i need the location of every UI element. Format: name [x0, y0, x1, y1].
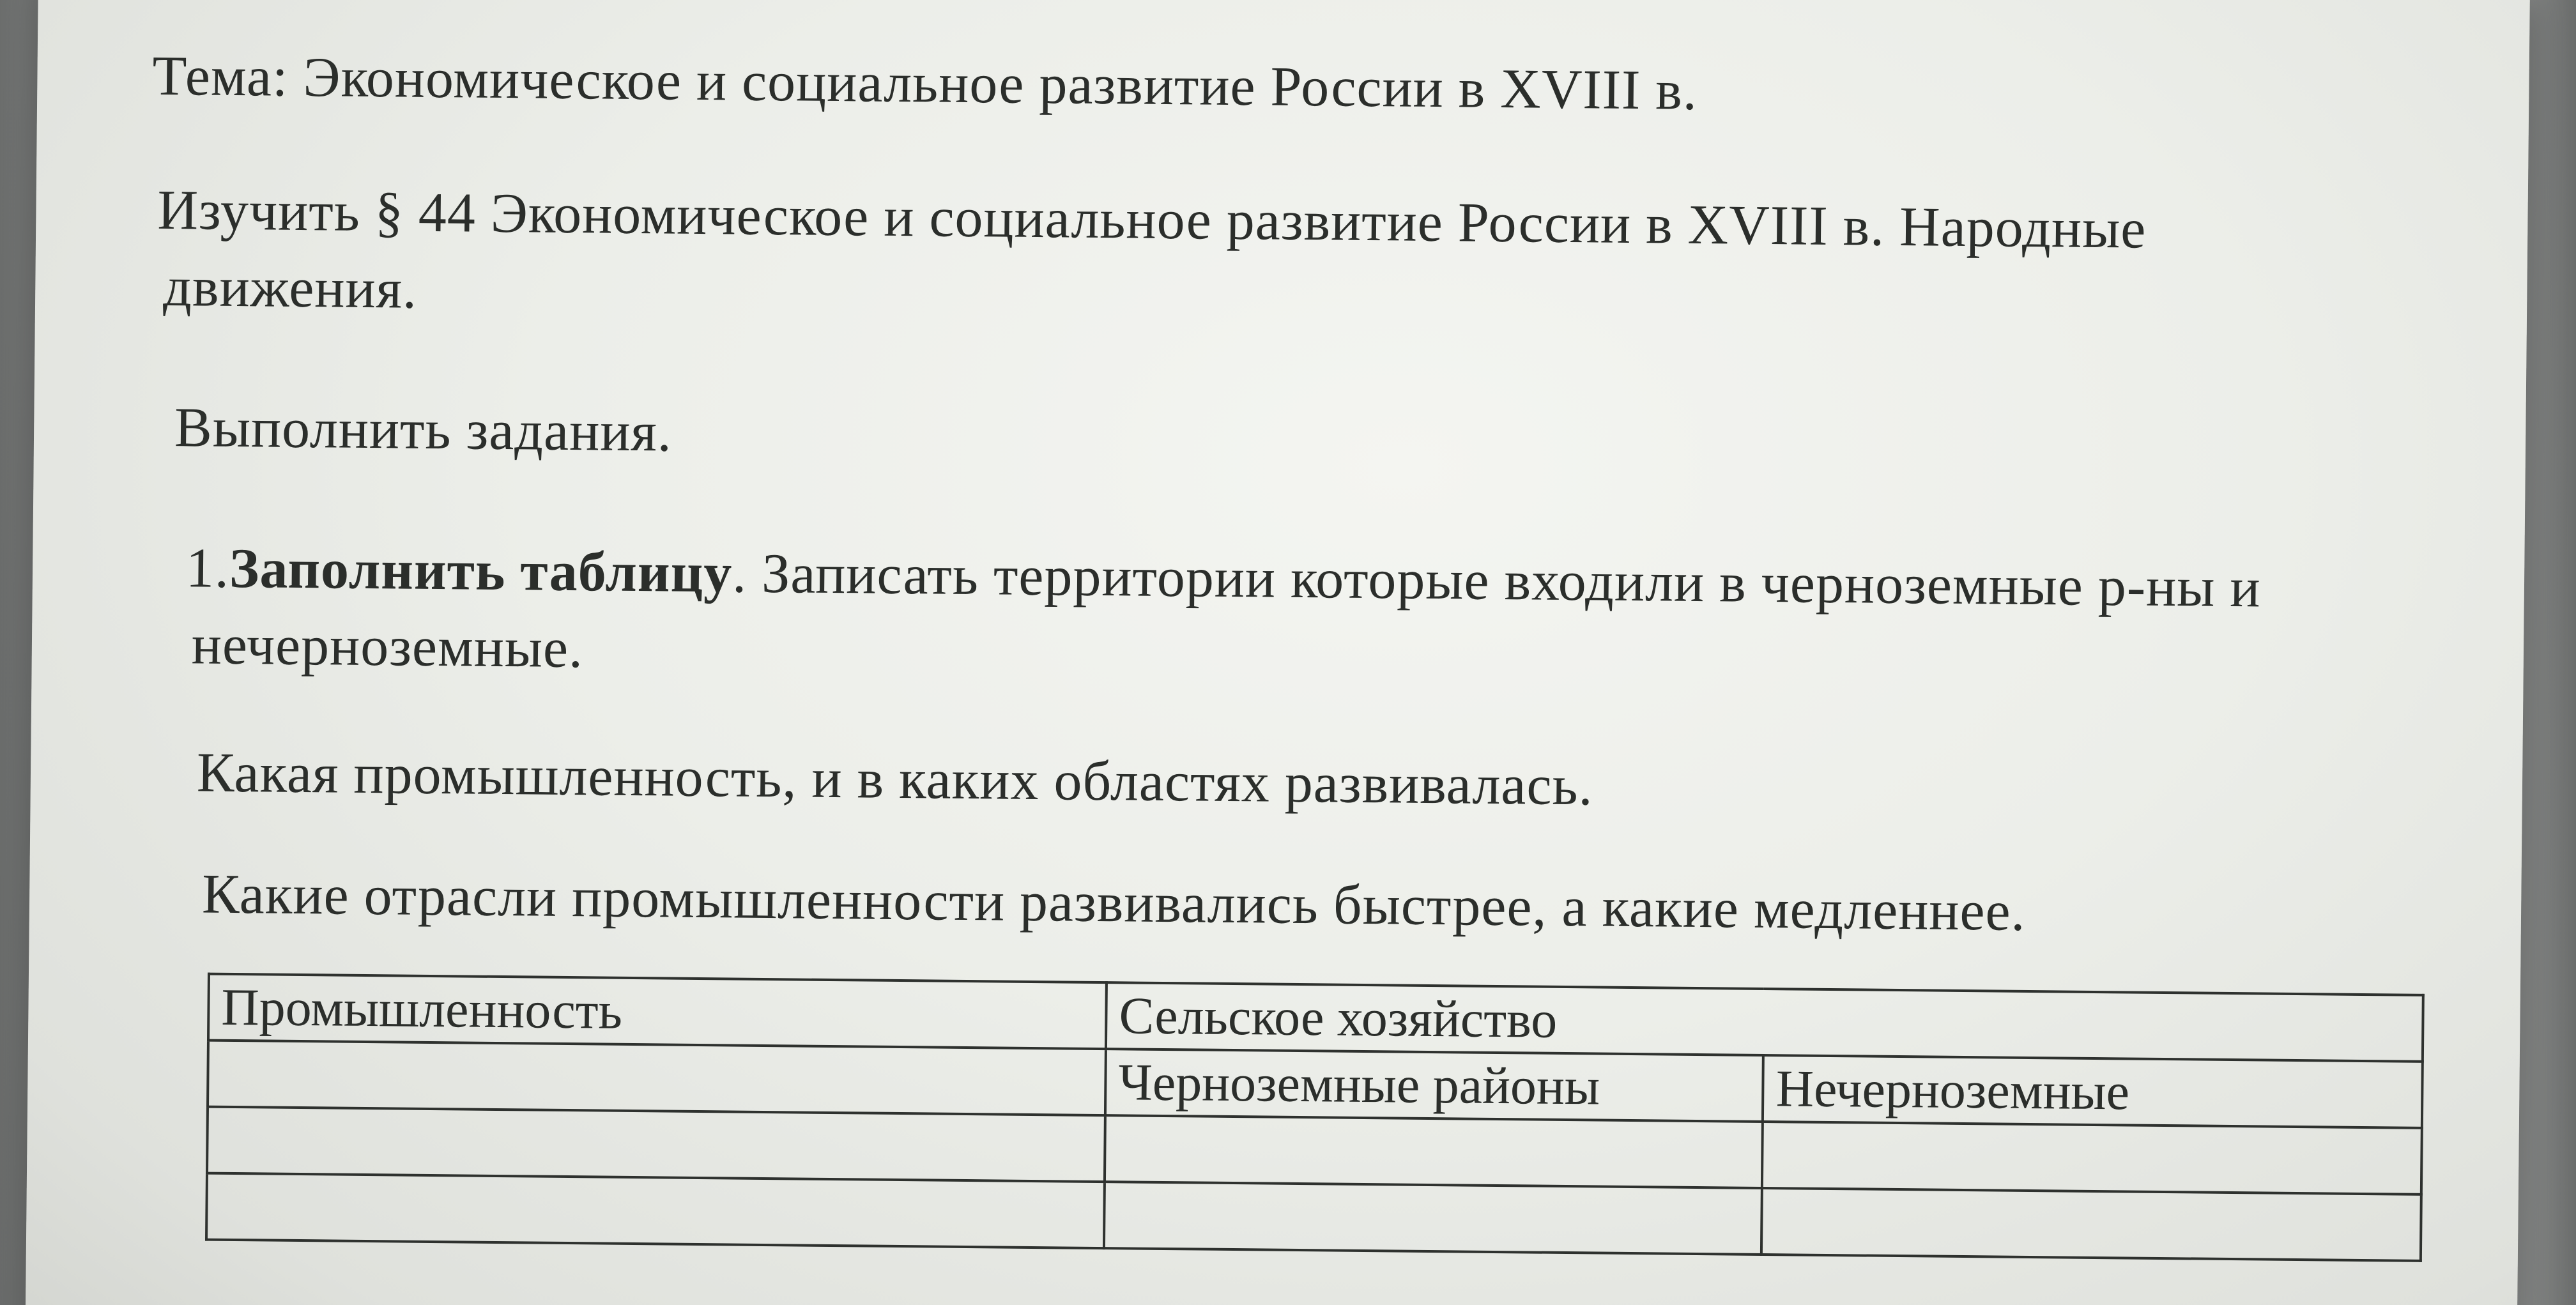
study-instruction-line-1: Изучить § 44 Экономическое и социальное развитие России в XVIII в. Народные	[157, 179, 2147, 261]
task-1-instruction-rest: . Записать территории которые входили в черноземные р-ны и	[732, 542, 2261, 620]
topic-line: Тема: Экономическое и социальное развитие России в XVIII в.	[152, 45, 1698, 122]
study-instruction-line-2: движения.	[162, 256, 418, 321]
fill-in-table	[205, 973, 2425, 1262]
table-cell	[207, 1107, 1105, 1182]
table-cell-empty	[208, 1041, 1106, 1115]
task-1-number: 1.	[185, 537, 230, 600]
header-industry: Промышленность	[208, 974, 1107, 1049]
tasks-heading: Выполнить задания.	[174, 397, 673, 464]
question-2: Какие отрасли промышленности развивались быстрее, а какие медленнее.	[201, 863, 2027, 943]
subheader-non-chernozem: Нечерноземные	[1763, 1055, 2422, 1128]
table-cell	[1761, 1188, 2421, 1261]
table-cell	[1104, 1182, 1762, 1255]
task-1-bold-instruction: Заполнить таблицу	[229, 537, 733, 605]
table-cell	[206, 1173, 1105, 1248]
table-cell	[1105, 1115, 1763, 1188]
header-agriculture: Сельское хозяйство	[1106, 982, 2423, 1062]
task-1-line-1	[186, 538, 2261, 620]
question-1: Какая промышленность, и в каких областях развивалась.	[196, 742, 1594, 818]
table-cell	[1762, 1122, 2421, 1194]
monitor-screen	[25, 0, 2529, 1305]
task-1-line-2: нечерноземные.	[191, 614, 584, 680]
document-page	[25, 0, 2529, 1305]
subheader-chernozem: Черноземные районы	[1105, 1049, 1763, 1122]
